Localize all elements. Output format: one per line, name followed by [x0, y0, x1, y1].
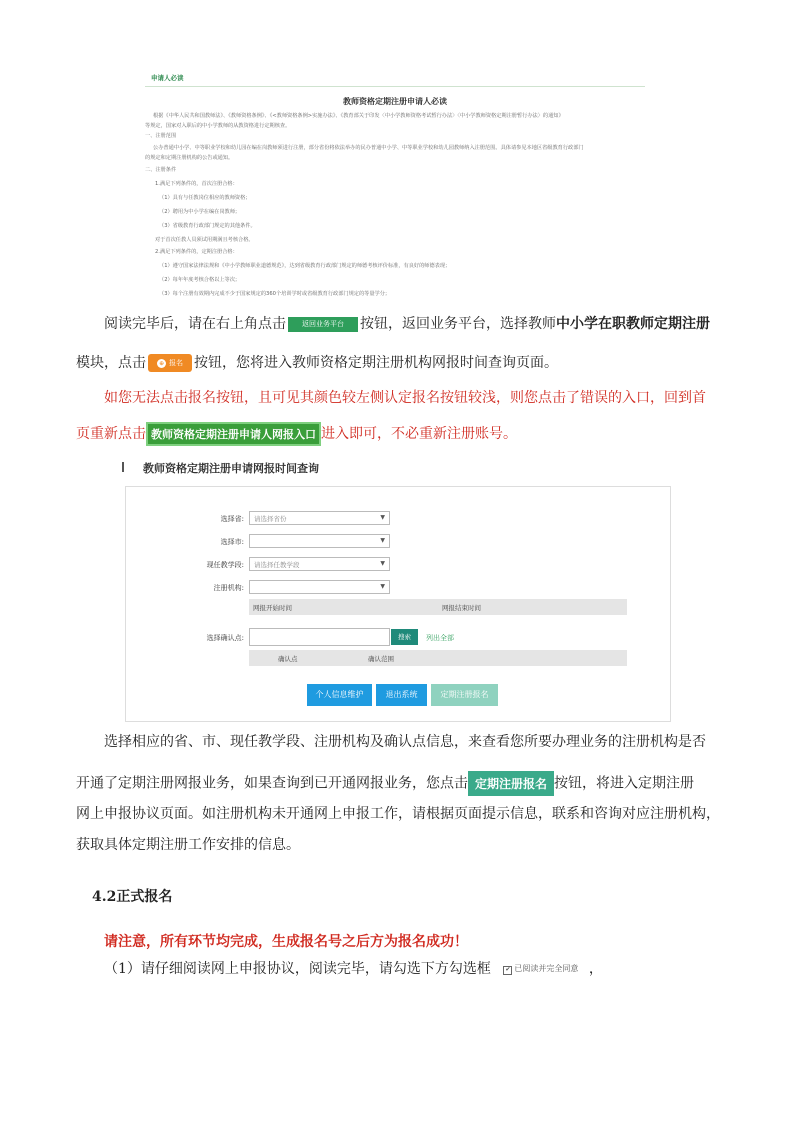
- notice-line: 1.满足下列条件的，首次注册合格：: [155, 181, 238, 187]
- search-button[interactable]: 搜索: [391, 629, 418, 645]
- query-screenshot: [125, 458, 669, 720]
- confirm-table-header: [249, 650, 627, 666]
- col-start-time: 网报开始时间: [253, 604, 292, 612]
- city-label: 选择市:: [220, 538, 244, 546]
- chevron-down-icon: ▼: [380, 537, 385, 544]
- success-notice: 请注意，所有环节均完成，生成报名号之后方为报名成功！: [104, 934, 468, 950]
- notice-header-label: 申请人必读: [151, 74, 184, 82]
- notice-title: 教师资格定期注册申请人必读: [343, 97, 447, 106]
- paragraph-3-line-1: 选择相应的省、市、现任教学段、注册机构及确认点信息，来查看您所要办理业务的注册机构是否: [104, 734, 706, 750]
- col-confirm-range: 确认范围: [368, 655, 394, 663]
- notice-line: 的规定和定期注册机构的公告或通知。: [145, 155, 234, 161]
- confirm-point-label: 选择确认点:: [206, 634, 244, 642]
- agree-checkbox[interactable]: ✔ 已阅读并完全同意: [505, 964, 579, 973]
- signup-button[interactable]: ⊕ 报名: [148, 354, 192, 372]
- notice-line: 根据《中华人民共和国教师法》、《教师资格条例》、《<教师资格条例>实施办法》、《教育部关于印发〈中小学教师资格考试暂行办法〉〈中小学教师资格定期注册暂行办法〉的通知》: [153, 113, 564, 119]
- paragraph-1-line-2: 模块，点击 ⊕ 报名 按钮，您将进入教师资格定期注册机构网报时间查询页面。: [76, 355, 558, 371]
- chevron-down-icon: ▼: [380, 514, 385, 521]
- notice-line: 二、注册条件: [145, 167, 177, 173]
- periodic-register-badge[interactable]: 定期注册报名: [468, 771, 554, 796]
- stage-label: 现任教学段:: [206, 561, 244, 569]
- notice-line: （1）遵守国家法律法规和《中小学教师职业道德规范》，达到省级教育行政部门规定的师德考核评价标准，有良好的师德表现；: [159, 263, 451, 269]
- notice-line: （3）每个注册有效期内完成不少于国家规定的360个培训学时或省级教育行政部门规定的等量学分；: [159, 291, 391, 297]
- notice-line: 一、注册范围: [145, 133, 177, 139]
- agency-select[interactable]: [249, 580, 390, 594]
- stage-select[interactable]: 请选择任教学段 ▼: [249, 557, 390, 571]
- paragraph-3-line-3: 网上申报协议页面。如注册机构未开通网上申报工作，请根据页面提示信息，联系和咨询对应注册机构，: [76, 806, 720, 822]
- periodic-register-button[interactable]: 定期注册报名: [431, 684, 498, 706]
- province-label: 选择省:: [220, 515, 244, 523]
- paragraph-2-line-1: 如您无法点击报名按钮，且可见其颜色较左侧认定报名按钮较浅，则您点击了错误的入口，回到首: [104, 390, 706, 406]
- notice-line: 2.满足下列条件的，定期注册合格：: [155, 249, 238, 255]
- chevron-down-icon: ▼: [380, 560, 385, 567]
- query-title: 教师资格定期注册申请网报时间查询: [143, 463, 319, 475]
- return-platform-button[interactable]: 返回业务平台: [288, 317, 358, 332]
- paragraph-3-line-2: 开通了定期注册网报业务，如果查询到已开通网报业务，您点击 定期注册报名 按钮，将进入定期注册: [76, 771, 694, 796]
- notice-line: 等规定，国家对入职后的中小学教师的从教资格进行定期核查。: [145, 123, 291, 129]
- chevron-down-icon: ▼: [380, 583, 385, 590]
- col-confirm-point: 确认点: [278, 655, 298, 663]
- logout-button[interactable]: 退出系统: [376, 684, 427, 706]
- applicant-entry-button[interactable]: 教师资格定期注册申请人网报入口: [146, 422, 321, 446]
- notice-line: （1）具有与任教岗位相应的教师资格；: [159, 195, 251, 201]
- notice-line: 对于首次任教人员须试用期满且考核合格。: [155, 237, 254, 243]
- step-1-text: （1）请仔细阅读网上申报协议，阅读完毕，请勾选下方勾选框 ✔ 已阅读并完全同意 ，: [104, 961, 603, 977]
- title-marker: [122, 462, 124, 472]
- list-all-link[interactable]: 列出全部: [426, 634, 454, 642]
- province-select[interactable]: 请选择省份 ▼: [249, 511, 390, 525]
- signup-icon: ⊕: [158, 360, 165, 367]
- paragraph-2-line-2: 页重新点击 教师资格定期注册申请人网报入口 进入即可，不必重新注册账号。: [76, 422, 517, 446]
- time-table-header: [249, 599, 627, 615]
- notice-screenshot: [145, 68, 645, 300]
- notice-line: （2）聘用为中小学在编在岗教师；: [159, 209, 241, 215]
- notice-line: （2）每年年度考核合格以上等次；: [159, 277, 241, 283]
- query-panel: [125, 486, 671, 722]
- paragraph-1-line-1: 阅读完毕后，请在右上角点击 返回业务平台 按钮，返回业务平台，选择教师中小学在职教师定期注册: [104, 316, 710, 332]
- notice-line: （3）省级教育行政部门规定的其他条件。: [159, 223, 256, 229]
- checkbox-icon: ✔: [505, 967, 511, 973]
- profile-button[interactable]: 个人信息维护: [307, 684, 372, 706]
- section-heading: 4.2正式报名: [92, 889, 173, 905]
- agency-label: 注册机构:: [213, 584, 244, 592]
- confirm-point-input[interactable]: [249, 628, 390, 646]
- city-select[interactable]: [249, 534, 390, 548]
- notice-header: [145, 68, 645, 87]
- col-end-time: 网报结束时间: [442, 604, 481, 612]
- notice-line: 公办普通中小学、中等职业学校和幼儿园在编在岗教师须进行注册，部分省份将依法举办的民办普通中小学、中等职业学校和幼儿园教师纳入注册范围。具体请参见本地区省级教育行政部门: [153, 145, 584, 151]
- paragraph-3-line-4: 获取具体定期注册工作安排的信息。: [76, 837, 300, 853]
